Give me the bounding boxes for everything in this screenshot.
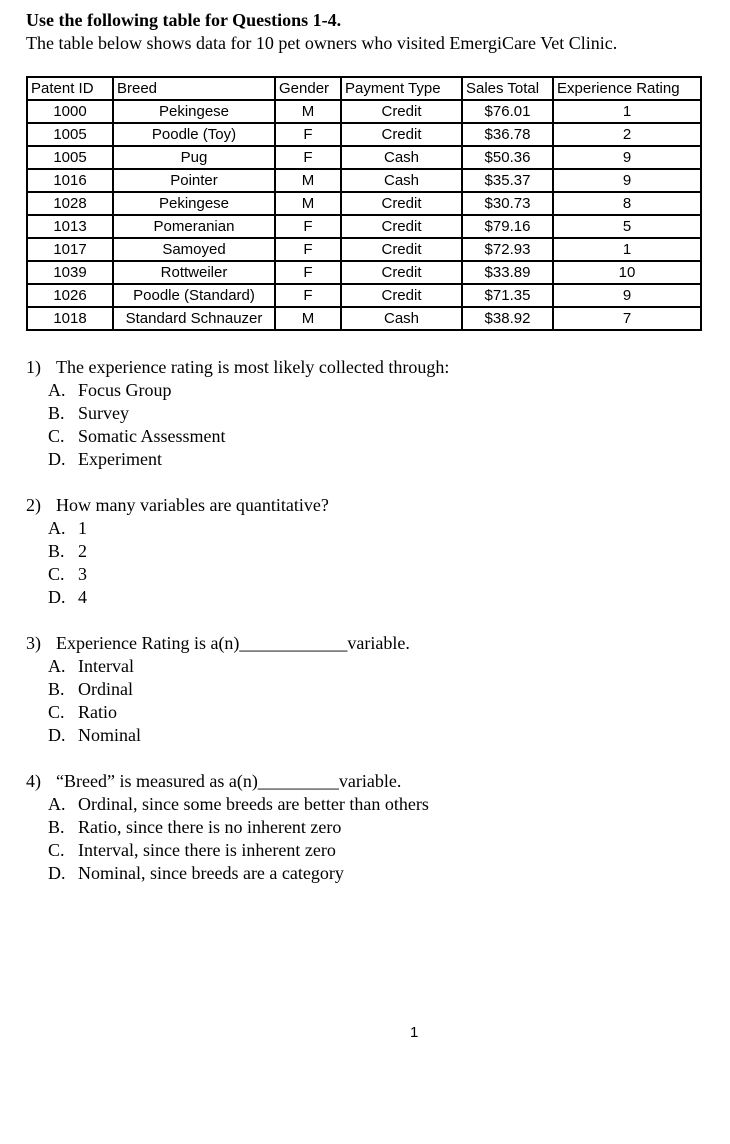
table-cell: Credit <box>341 192 462 215</box>
answer-option <box>26 402 449 425</box>
table-cell: M <box>275 100 341 123</box>
answer-option <box>26 655 449 678</box>
option-text: Ratio, since there is no inherent zero <box>78 817 342 837</box>
answer-option <box>26 379 449 402</box>
option-letter: B. <box>48 817 65 837</box>
option-letter: A. <box>48 380 66 400</box>
answer-option <box>26 425 449 448</box>
question-text: Experience Rating is a(n)____________variable. <box>56 633 410 653</box>
question-number: 3) <box>26 633 41 653</box>
table-cell: 1005 <box>27 123 113 146</box>
table-cell: $72.93 <box>462 238 553 261</box>
table-cell: 1028 <box>27 192 113 215</box>
question-2 <box>26 494 449 609</box>
table-cell: Credit <box>341 215 462 238</box>
option-text: Interval <box>78 656 134 676</box>
answer-option <box>26 540 449 563</box>
table-row <box>27 123 701 146</box>
table-cell: 10 <box>553 261 701 284</box>
table-cell: 9 <box>553 146 701 169</box>
table-cell: 2 <box>553 123 701 146</box>
table-cell: Credit <box>341 261 462 284</box>
option-text: Nominal <box>78 725 141 745</box>
column-header: Patent ID <box>27 77 113 100</box>
table-cell: $30.73 <box>462 192 553 215</box>
option-letter: B. <box>48 679 65 699</box>
option-text: 3 <box>78 564 87 584</box>
option-letter: A. <box>48 518 66 538</box>
option-letter: D. <box>48 587 66 607</box>
table-cell: Pomeranian <box>113 215 275 238</box>
table-row <box>27 284 701 307</box>
intro-text: The table below shows data for 10 pet owners who visited EmergiCare Vet Clinic. <box>26 33 618 53</box>
option-letter: C. <box>48 426 65 446</box>
table-row <box>27 169 701 192</box>
table-cell: Samoyed <box>113 238 275 261</box>
answer-option <box>26 563 449 586</box>
table-cell: F <box>275 215 341 238</box>
option-text: Nominal, since breeds are a category <box>78 863 344 883</box>
answer-option <box>26 701 449 724</box>
answer-option <box>26 448 449 471</box>
table-cell: F <box>275 238 341 261</box>
table-cell: Pug <box>113 146 275 169</box>
table-cell: 1017 <box>27 238 113 261</box>
table-cell: F <box>275 284 341 307</box>
table-cell: F <box>275 146 341 169</box>
option-letter: C. <box>48 840 65 860</box>
table-cell: 9 <box>553 284 701 307</box>
question-number: 1) <box>26 357 41 377</box>
table-cell: $38.92 <box>462 307 553 330</box>
table-row <box>27 307 701 330</box>
table-cell: 5 <box>553 215 701 238</box>
table-cell: $35.37 <box>462 169 553 192</box>
table-cell: $76.01 <box>462 100 553 123</box>
table-cell: 9 <box>553 169 701 192</box>
table-cell: $71.35 <box>462 284 553 307</box>
question-4 <box>26 770 449 885</box>
table-row <box>27 100 701 123</box>
table-cell: Credit <box>341 238 462 261</box>
table-cell: Cash <box>341 169 462 192</box>
option-letter: D. <box>48 725 66 745</box>
option-letter: B. <box>48 403 65 423</box>
question-list <box>26 356 449 908</box>
table-cell: Pekingese <box>113 100 275 123</box>
option-letter: C. <box>48 564 65 584</box>
table-cell: F <box>275 261 341 284</box>
table-cell: $50.36 <box>462 146 553 169</box>
table-cell: 1018 <box>27 307 113 330</box>
table-cell: Pointer <box>113 169 275 192</box>
table-cell: M <box>275 307 341 330</box>
question-text: The experience rating is most likely collected through: <box>56 357 450 377</box>
answer-option <box>26 517 449 540</box>
column-header: Gender <box>275 77 341 100</box>
option-text: Somatic Assessment <box>78 426 226 446</box>
question-stem <box>26 770 449 793</box>
table-cell: Standard Schnauzer <box>113 307 275 330</box>
question-stem <box>26 356 449 379</box>
question-3 <box>26 632 449 747</box>
question-number: 4) <box>26 771 41 791</box>
option-text: Ordinal, since some breeds are better than others <box>78 794 429 814</box>
column-header: Sales Total <box>462 77 553 100</box>
table-cell: $36.78 <box>462 123 553 146</box>
table-row <box>27 146 701 169</box>
table-cell: Cash <box>341 307 462 330</box>
column-header: Breed <box>113 77 275 100</box>
table-row <box>27 261 701 284</box>
table-cell: 1039 <box>27 261 113 284</box>
table-cell: Credit <box>341 123 462 146</box>
page-heading: Use the following table for Questions 1-4. <box>26 10 342 30</box>
table-cell: $33.89 <box>462 261 553 284</box>
answer-option <box>26 862 449 885</box>
answer-option <box>26 586 449 609</box>
table-cell: 1 <box>553 238 701 261</box>
question-1 <box>26 356 449 471</box>
column-header: Payment Type <box>341 77 462 100</box>
option-text: Survey <box>78 403 129 423</box>
question-stem <box>26 632 449 655</box>
option-text: Experiment <box>78 449 162 469</box>
answer-option <box>26 816 449 839</box>
question-text: “Breed” is measured as a(n)_________variable. <box>56 771 402 791</box>
table-cell: 7 <box>553 307 701 330</box>
answer-option <box>26 724 449 747</box>
table-cell: M <box>275 169 341 192</box>
table-cell: Credit <box>341 100 462 123</box>
answer-option <box>26 793 449 816</box>
table-cell: 1 <box>553 100 701 123</box>
table-cell: 1013 <box>27 215 113 238</box>
answer-option <box>26 678 449 701</box>
table-cell: 1026 <box>27 284 113 307</box>
page-number: 1 <box>410 1024 419 1041</box>
table-cell: Credit <box>341 284 462 307</box>
table-row <box>27 192 701 215</box>
option-text: Interval, since there is inherent zero <box>78 840 336 860</box>
table-cell: 8 <box>553 192 701 215</box>
table-cell: 1016 <box>27 169 113 192</box>
pet-owner-table <box>26 76 702 331</box>
option-text: Ordinal <box>78 679 133 699</box>
option-letter: C. <box>48 702 65 722</box>
question-number: 2) <box>26 495 41 515</box>
option-letter: D. <box>48 449 66 469</box>
table-cell: $79.16 <box>462 215 553 238</box>
answer-option <box>26 839 449 862</box>
table-cell: Pekingese <box>113 192 275 215</box>
option-text: Ratio <box>78 702 117 722</box>
table-body <box>27 100 701 330</box>
table-header-row <box>27 77 701 100</box>
table-cell: Cash <box>341 146 462 169</box>
question-stem <box>26 494 449 517</box>
option-letter: A. <box>48 794 66 814</box>
option-letter: A. <box>48 656 66 676</box>
table-cell: F <box>275 123 341 146</box>
table-cell: 1000 <box>27 100 113 123</box>
table-row <box>27 215 701 238</box>
table-cell: Poodle (Toy) <box>113 123 275 146</box>
option-text: Focus Group <box>78 380 172 400</box>
table-cell: 1005 <box>27 146 113 169</box>
option-text: 2 <box>78 541 87 561</box>
table-cell: M <box>275 192 341 215</box>
table-row <box>27 238 701 261</box>
column-header: Experience Rating <box>553 77 701 100</box>
option-letter: D. <box>48 863 66 883</box>
table-cell: Rottweiler <box>113 261 275 284</box>
question-text: How many variables are quantitative? <box>56 495 329 515</box>
option-text: 4 <box>78 587 87 607</box>
option-letter: B. <box>48 541 65 561</box>
option-text: 1 <box>78 518 87 538</box>
table-cell: Poodle (Standard) <box>113 284 275 307</box>
